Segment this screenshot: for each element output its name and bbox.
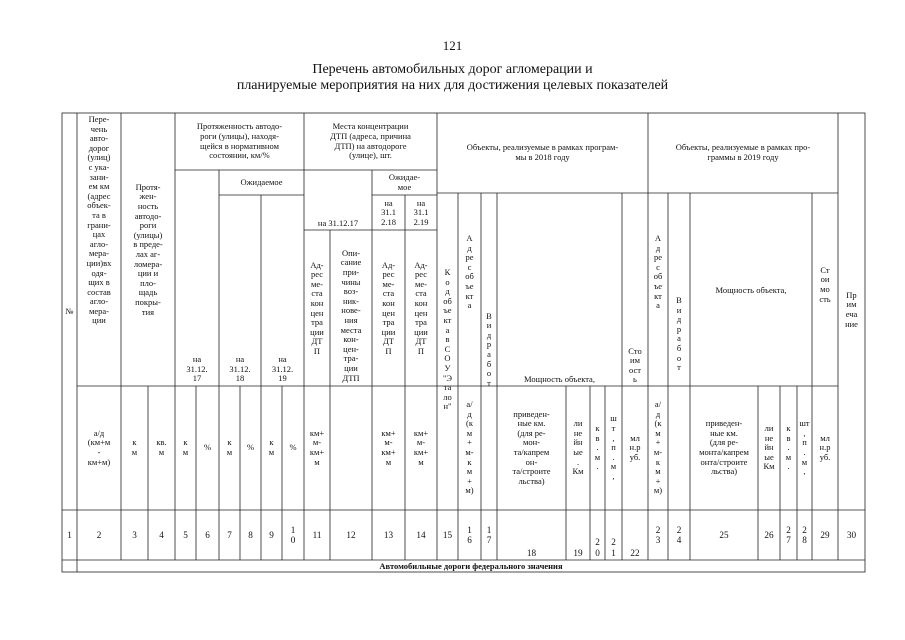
col-header-expected: Ожидаемое bbox=[240, 177, 283, 188]
col-number: 14 bbox=[416, 529, 426, 540]
col-number: 12 bbox=[346, 529, 356, 540]
col-number: 2 0 bbox=[595, 537, 600, 558]
unit-linear-2019: ли не йн ые Км bbox=[763, 423, 775, 472]
col-number: 2 7 bbox=[786, 524, 791, 545]
col-header-work-type-2018: В и д р а б о т bbox=[486, 310, 492, 388]
title-line-1: Перечень автомобильных дорог агломерации и bbox=[312, 62, 593, 77]
col-header-cost-2019: Ст ои мо сть bbox=[819, 264, 831, 304]
col-header-dtp-3112-19: на 31.1 2.19 bbox=[413, 197, 429, 227]
col-number: 15 bbox=[442, 529, 453, 540]
col-header-capacity-2018: Мощность объекта, bbox=[524, 374, 595, 385]
unit-mln-2018: мл н.р уб. bbox=[629, 432, 641, 462]
col-number: 2 3 bbox=[655, 524, 661, 545]
unit-kvm: кв. м bbox=[156, 437, 167, 457]
col-header-objects-2019: Объекты, реализуемые в рамках про- граммы в 2019 году bbox=[675, 142, 811, 162]
col-number: 9 bbox=[269, 529, 274, 540]
col-header-dtp-addr-3: Ад- рес ме- ста кон цен тра ции ДТ П bbox=[414, 259, 428, 356]
col-header-length: Протя- жен- ность автодо- роги (улицы) в преде- лах аг- ломера- ции и пло- щадь покры- тия bbox=[133, 181, 163, 317]
col-header-dtp-3112-18: на 31.1 2.18 bbox=[381, 197, 396, 227]
unit-sht-2019: шт , п . м , bbox=[799, 418, 810, 477]
col-header-road-list: Пере- чень авто- дорог (улиц) с ука- зани- ем км (адрес объек- та в грани- цах агло- мера- ции)вх одя- щих в состав агло- мера- ции bbox=[86, 115, 112, 326]
col-number: 11 bbox=[312, 529, 322, 540]
col-header-objects-2018: Объекты, реализуемые в рамках програм- мы в 2018 году bbox=[466, 142, 619, 162]
unit-addr-km-2018: а/ д (к м + м- к м + м) bbox=[465, 399, 474, 496]
col-number: 1 7 bbox=[486, 524, 492, 545]
unit-ad: а/д (км+м - км+м) bbox=[87, 427, 111, 467]
unit-linear-2018: ли не йн ые . Км bbox=[572, 418, 584, 477]
unit-pct-18: % bbox=[246, 442, 255, 453]
col-number: 29 bbox=[820, 529, 830, 540]
col-header-cost-2018: Сто им ост ь bbox=[628, 345, 642, 385]
col-number: 2 1 bbox=[611, 537, 616, 558]
col-header-capacity-2019: Мощность объекта, bbox=[715, 285, 787, 296]
unit-addr-km-2019: а/ д (к м + м- к м + м) bbox=[653, 399, 663, 496]
col-header-obj-addr-2018: А д ре с об ъе кт а bbox=[465, 234, 474, 311]
col-header-work-type-2019: В и д р а б о т bbox=[676, 296, 682, 373]
unit-kvm-2019: к в . м . bbox=[785, 423, 792, 472]
col-number: 1 6 bbox=[467, 524, 472, 545]
unit-dtp-km-3: км+ м- км+ м bbox=[413, 427, 429, 467]
col-header-dtp-places: Места концентрации ДТП (адреса, причина ДТП) на автодороге (улице), шт. bbox=[330, 121, 411, 161]
col-header-dtp-desc: Опи- сание при- чины воз- ник- нове- ния места кон- цен- тра- ции ДТП bbox=[340, 247, 362, 383]
col-number: 5 bbox=[183, 529, 188, 540]
col-number: 30 bbox=[846, 529, 857, 540]
unit-dtp-km-2: км+ м- км+ м bbox=[381, 427, 396, 467]
col-header-num: № bbox=[65, 305, 74, 316]
col-number: 1 bbox=[67, 529, 72, 540]
col-number: 3 bbox=[132, 529, 137, 540]
col-header-dtp-expected: Ожидае- мое bbox=[388, 171, 421, 192]
col-number: 1 0 bbox=[290, 524, 296, 545]
col-number: 4 bbox=[159, 529, 164, 540]
col-number: 8 bbox=[248, 529, 253, 540]
unit-km-19: к м bbox=[268, 437, 275, 457]
unit-km: к м bbox=[131, 437, 138, 457]
col-header-3112-18: на 31.12. 18 bbox=[229, 354, 251, 384]
col-number: 19 bbox=[573, 547, 583, 558]
section-row-federal-roads: Автомобильные дороги федерального значения bbox=[379, 561, 563, 571]
col-number: 26 bbox=[764, 529, 774, 540]
unit-reduced-2018: приведен- ные км. (для ре- мон- та/капрем он- та/строите льства) bbox=[512, 408, 551, 486]
col-header-3112-17: на 31.12. 17 bbox=[186, 354, 208, 384]
col-number: 7 bbox=[227, 529, 232, 540]
col-number: 18 bbox=[526, 547, 537, 558]
col-number: 2 bbox=[96, 529, 102, 540]
col-number: 6 bbox=[205, 529, 210, 540]
col-header-dtp-3112-17: на 31.12.17 bbox=[317, 218, 359, 229]
unit-sht-2018: ш т , п . м , bbox=[610, 413, 617, 481]
col-number: 2 4 bbox=[676, 524, 682, 545]
col-header-dtp-addr-1: Ад- рес ме- ста кон цен тра ции ДТ П bbox=[310, 259, 324, 356]
unit-km-17: к м bbox=[182, 437, 189, 457]
col-number: 22 bbox=[630, 547, 640, 558]
col-header-dtp-addr-2: Ад- рес ме- ста кон цен тра ции ДТ П bbox=[381, 259, 396, 356]
unit-km-18: к м bbox=[226, 437, 233, 457]
col-number: 13 bbox=[383, 529, 394, 540]
col-number: 25 bbox=[719, 529, 729, 540]
col-header-obj-code: К о д об ъе кт а в С О У "Э та ло н" bbox=[442, 267, 453, 412]
unit-pct-17: % bbox=[203, 442, 212, 453]
unit-reduced-2019: приведен- ные км. (для ре- монта/капрем онта/строите льства) bbox=[699, 418, 749, 477]
title-line-2: планируемые мероприятия на них для достижения целевых показателей bbox=[236, 78, 669, 93]
unit-mln-2019: мл н.р уб. bbox=[819, 432, 831, 462]
unit-pct-19: % bbox=[289, 442, 297, 453]
col-header-3112-19: на 31.12. 19 bbox=[271, 354, 294, 384]
unit-kvm-2018: к в . м . bbox=[594, 423, 601, 472]
col-number: 2 8 bbox=[802, 524, 807, 545]
page-number: 121 bbox=[442, 38, 463, 53]
col-header-obj-addr-2019: А д ре с об ъе кт а bbox=[653, 234, 663, 311]
col-header-note: Пр им еча ние bbox=[845, 289, 858, 329]
col-header-normative: Протяженность автодо- роги (улицы), находя- щейся в нормативном состоянии, км/% bbox=[196, 121, 283, 161]
unit-dtp-km-1: км+ м- км+ м bbox=[309, 427, 325, 467]
